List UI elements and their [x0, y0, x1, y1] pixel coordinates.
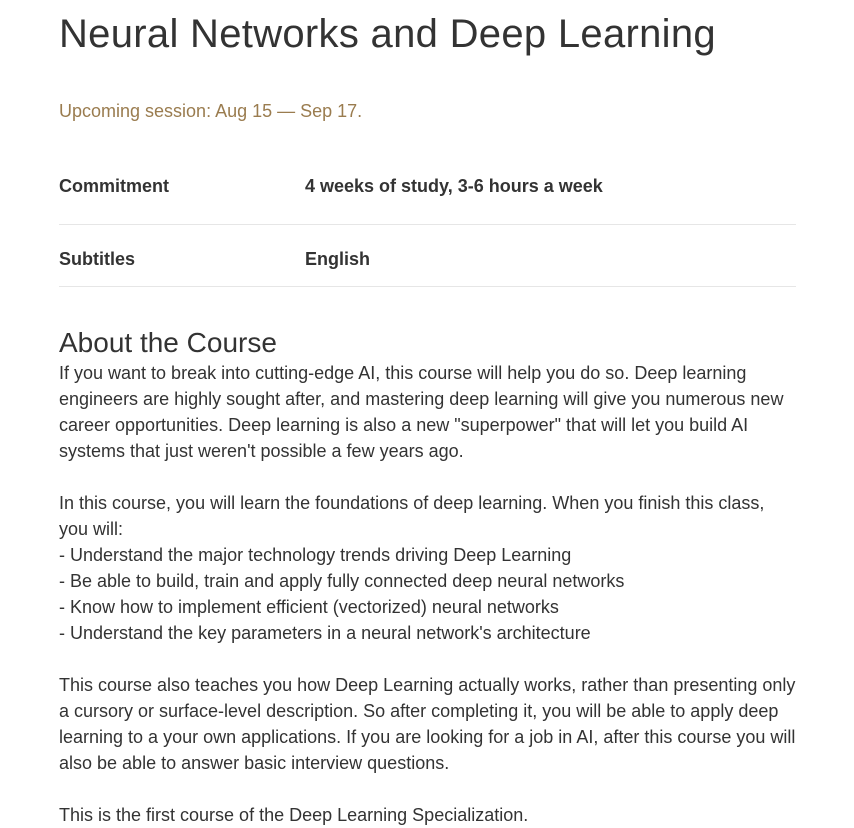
list-item: - Understand the key parameters in a neural network's architecture	[59, 623, 591, 643]
about-paragraph-4: This is the first course of the Deep Learning Specialization.	[59, 805, 529, 825]
commitment-value: 4 weeks of study, 3-6 hours a week	[305, 176, 603, 196]
upcoming-session: Upcoming session: Aug 15 — Sep 17.	[59, 101, 363, 121]
course-title: Neural Networks and Deep Learning	[59, 12, 716, 56]
about-paragraph-3: This course also teaches you how Deep Learning actually works, rather than presenting only a cursory or surface-level description. So after completing it, you will be able to apply deep learning to a your own applications. If you are looking for a job in AI, after this course you will also be able to answer basic interview questions.	[59, 675, 796, 773]
list-item: - Know how to implement efficient (vectorized) neural networks	[59, 597, 559, 617]
about-paragraph-1: If you want to break into cutting-edge AI, this course will help you do so. Deep learning engineers are highly sought after, and mastering deep learning will give you numerous new career opportunities. Deep learning is also a new "superpower" that will let you build AI systems that just weren't possible a few years ago.	[59, 363, 784, 461]
about-paragraph-2-intro: In this course, you will learn the foundations of deep learning. When you finish this class, you will:	[59, 493, 765, 539]
course-page	[59, 0, 796, 828]
course-details	[59, 164, 796, 287]
learning-outcomes-list	[59, 542, 796, 646]
commitment-label: Commitment	[59, 176, 170, 196]
about-heading: About the Course	[59, 327, 277, 358]
list-item: - Understand the major technology trends driving Deep Learning	[59, 545, 572, 565]
subtitles-label: Subtitles	[59, 249, 136, 269]
list-item: - Be able to build, train and apply fully connected deep neural networks	[59, 571, 625, 591]
subtitles-value: English	[305, 249, 371, 269]
detail-row-commitment	[59, 164, 796, 225]
detail-row-subtitles	[59, 225, 796, 287]
